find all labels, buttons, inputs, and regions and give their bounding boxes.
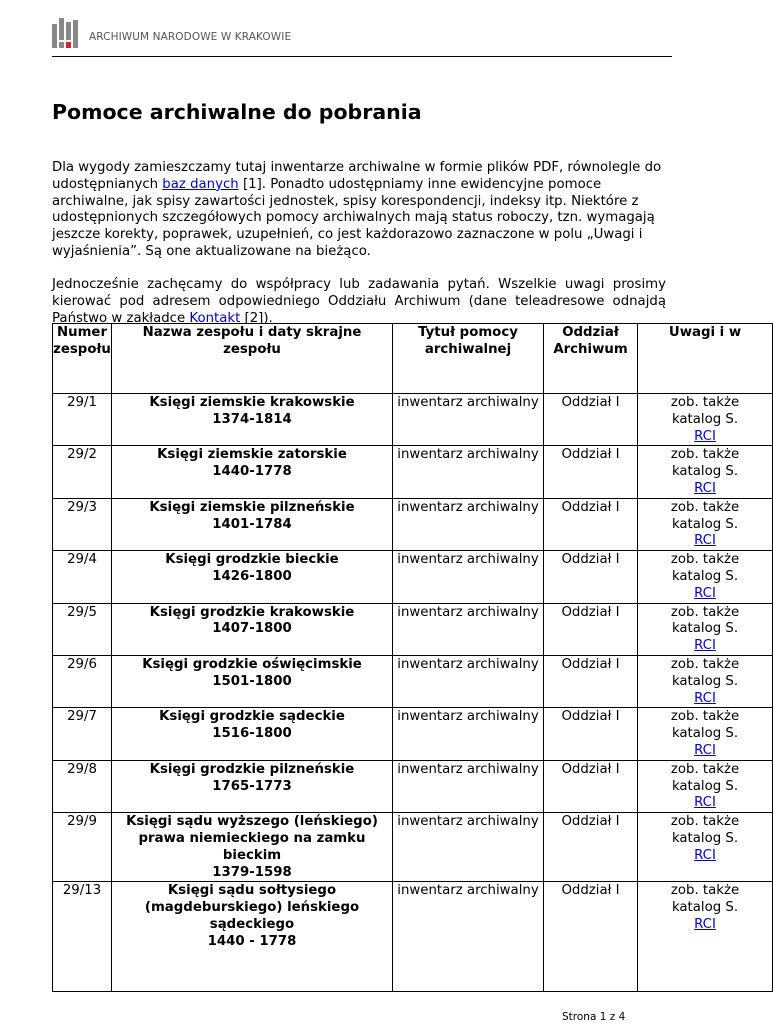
fond-dates: 1501-1800 (212, 673, 292, 689)
aid-title: inwentarz archiwalny (397, 395, 539, 410)
rci-link[interactable]: RCI (694, 480, 716, 496)
table-row (53, 446, 773, 498)
aid-title: inwentarz archiwalny (397, 814, 539, 830)
table-row (53, 760, 773, 812)
department: Oddział I (561, 814, 620, 830)
notes-line: katalog S. (671, 568, 739, 584)
department: Oddział I (561, 604, 620, 620)
rci-link[interactable]: RCI (694, 585, 716, 601)
cell-notes (638, 551, 773, 603)
rci-link[interactable]: RCI (694, 795, 716, 811)
department: Oddział I (561, 395, 620, 410)
aid-title: inwentarz archiwalny (397, 604, 539, 620)
rci-link[interactable]: RCI (694, 638, 716, 654)
page-title: Pomoce archiwalne do pobrania (52, 100, 422, 124)
fond-name: Księgi ziemskie krakowskie (149, 395, 355, 410)
intro-text: [1]. Ponadto udostępniamy inne ewidencyjne pomoce archiwalne, jak spisy zawartości jednostek, spisy korespondencji, indeksy itp. Niektóre z udostępnionych szczegółowych pomocy archiwalnych mają status roboczy, tzn. wymagają jeszcze korekty, poprawek, uzupełnień, co jest każdorazowo zaznaczone w polu „Uwagi i wyjaśnienia”. Są one aktualizowane na bieżąco. (52, 176, 655, 259)
cell-number (53, 708, 112, 760)
aid-title: inwentarz archiwalny (397, 552, 539, 568)
fond-number: 29/2 (67, 447, 97, 463)
notes-line: zob. także (670, 761, 740, 777)
cell-notes (638, 882, 773, 992)
cell-notes (638, 760, 773, 812)
fond-number: 29/3 (67, 499, 97, 515)
notes-line: katalog S. (671, 411, 739, 427)
notes-line: katalog S. (671, 464, 739, 480)
header-title: Tytuł pomocy archiwalnej (393, 324, 544, 394)
cell-name (112, 498, 393, 550)
intro-text: [2]). (240, 310, 273, 326)
notes-line: zob. także (670, 814, 740, 830)
cell-notes (638, 813, 773, 882)
header-notes: Uwagi i w (638, 324, 773, 394)
fond-dates: 1440 - 1778 (207, 933, 297, 949)
fond-dates: 1426-1800 (212, 568, 292, 584)
notes-line: katalog S. (671, 621, 739, 637)
fond-name: Księgi grodzkie pilzneńskie (149, 761, 355, 777)
cell-number (53, 551, 112, 603)
table-row (53, 603, 773, 655)
cell-name (112, 551, 393, 603)
cell-name (112, 655, 393, 707)
archival-aids-table (52, 323, 773, 992)
cell-title (393, 446, 544, 498)
cell-name (112, 760, 393, 812)
archive-logo-icon (52, 18, 78, 50)
cell-number (53, 394, 112, 446)
cell-department (544, 498, 638, 550)
fond-number: 29/9 (67, 814, 97, 830)
header-number: Numer zespołu (53, 324, 112, 394)
intro-text: Jednocześnie zachęcamy do współpracy lub zadawania pytań. Wszelkie uwagi prosimy kierować pod adresem odpowiedniego Oddziału Archiwum (dane teleadresowe odnajdą Państwo w zakładce (52, 277, 666, 326)
cell-number (53, 813, 112, 882)
rci-link[interactable]: RCI (694, 847, 716, 863)
cell-number (53, 603, 112, 655)
notes-line: katalog S. (671, 830, 739, 846)
cell-name (112, 446, 393, 498)
notes-line: katalog S. (671, 673, 739, 689)
cell-title (393, 551, 544, 603)
cell-department (544, 446, 638, 498)
fond-dates: 1379-1598 (212, 864, 292, 880)
databases-link[interactable]: baz danych (162, 176, 239, 192)
cell-name (112, 708, 393, 760)
aid-title: inwentarz archiwalny (397, 447, 539, 463)
cell-name (112, 813, 393, 882)
header-department: Oddział Archiwum (544, 324, 638, 394)
cell-title (393, 394, 544, 446)
notes-line: zob. także (670, 604, 740, 620)
department: Oddział I (561, 447, 620, 463)
fond-number: 29/8 (67, 761, 97, 777)
notes-line: katalog S. (671, 900, 739, 916)
fond-dates: 1407-1800 (212, 621, 292, 637)
fond-name: Księgi ziemskie zatorskie (157, 447, 347, 463)
cell-title (393, 603, 544, 655)
org-name: ARCHIWUM NARODOWE W KRAKOWIE (89, 31, 292, 43)
cell-notes (638, 603, 773, 655)
fond-name: Księgi grodzkie oświęcimskie (142, 656, 362, 672)
cell-notes (638, 498, 773, 550)
fond-name: Księgi sądu wyższego (leńskiego) prawa niemieckiego na zamku bieckim (126, 814, 378, 863)
table-body (53, 394, 773, 992)
aid-title: inwentarz archiwalny (397, 499, 539, 515)
cell-title (393, 655, 544, 707)
department: Oddział I (561, 883, 620, 899)
cell-title (393, 882, 544, 992)
cell-number (53, 882, 112, 992)
table-header-row (53, 324, 773, 394)
cell-title (393, 708, 544, 760)
rci-link[interactable]: RCI (694, 533, 716, 549)
cell-department (544, 551, 638, 603)
fond-name: Księgi grodzkie bieckie (165, 552, 339, 568)
aid-title: inwentarz archiwalny (397, 709, 539, 725)
aid-title: inwentarz archiwalny (397, 761, 539, 777)
aid-title: inwentarz archiwalny (397, 883, 539, 899)
cell-number (53, 446, 112, 498)
cell-notes (638, 446, 773, 498)
department: Oddział I (561, 709, 620, 725)
fond-number: 29/6 (67, 656, 97, 672)
fond-number: 29/13 (62, 883, 102, 899)
intro-paragraph-1 (52, 160, 666, 261)
fond-dates: 1765-1773 (212, 778, 292, 794)
cell-department (544, 655, 638, 707)
notes-line: zob. także (670, 447, 740, 463)
notes-line: zob. także (670, 499, 740, 515)
table-row (53, 498, 773, 550)
department: Oddział I (561, 552, 620, 568)
notes-line: zob. także (670, 552, 740, 568)
department: Oddział I (561, 656, 620, 672)
table-row (53, 882, 773, 992)
cell-notes (638, 394, 773, 446)
fond-name: Księgi grodzkie sądeckie (159, 709, 345, 725)
cell-title (393, 813, 544, 882)
intro-text: Dla wygody zamieszczamy tutaj inwentarze archiwalne w formie plików PDF, równolegle do udostępnianych (52, 160, 662, 192)
cell-department (544, 708, 638, 760)
cell-notes (638, 708, 773, 760)
rci-link[interactable]: RCI (694, 916, 716, 932)
notes-line: katalog S. (671, 726, 739, 742)
fond-number: 29/7 (67, 709, 97, 725)
department: Oddział I (561, 499, 620, 515)
cell-department (544, 813, 638, 882)
table-row (53, 394, 773, 446)
header-name: Nazwa zespołu i daty skrajne zespołu (112, 324, 393, 394)
cell-number (53, 655, 112, 707)
page-number: Strona 1 z 4 (562, 1011, 626, 1023)
cell-number (53, 498, 112, 550)
contact-link[interactable]: Kontakt (189, 310, 241, 326)
cell-name (112, 394, 393, 446)
cell-department (544, 394, 638, 446)
table-row (53, 708, 773, 760)
cell-title (393, 498, 544, 550)
notes-line: katalog S. (671, 778, 739, 794)
fond-number: 29/5 (67, 604, 97, 620)
rci-link[interactable]: RCI (694, 742, 716, 758)
table-row (53, 551, 773, 603)
cell-department (544, 882, 638, 992)
cell-name (112, 882, 393, 992)
cell-department (544, 760, 638, 812)
intro-paragraph-2 (52, 277, 666, 327)
aid-title: inwentarz archiwalny (397, 656, 539, 672)
fond-name: Księgi ziemskie pilzneńskie (149, 499, 355, 515)
fond-dates: 1516-1800 (212, 726, 292, 742)
fond-dates: 1401-1784 (212, 516, 292, 532)
fond-dates: 1374-1814 (212, 411, 292, 427)
department: Oddział I (561, 761, 620, 777)
cell-notes (638, 655, 773, 707)
notes-line: zob. także (670, 656, 740, 672)
notes-line: katalog S. (671, 516, 739, 532)
table-row (53, 655, 773, 707)
fond-number: 29/4 (67, 552, 97, 568)
rci-link[interactable]: RCI (694, 428, 716, 444)
notes-line: zob. także (670, 395, 740, 410)
fond-number: 29/1 (67, 395, 97, 410)
cell-title (393, 760, 544, 812)
notes-line: zob. także (670, 709, 740, 725)
fond-name: Księgi grodzkie krakowskie (149, 604, 355, 620)
fond-name: Księgi sądu sołtysiego (magdeburskiego) leńskiego sądeckiego (144, 883, 360, 932)
cell-number (53, 760, 112, 812)
fond-dates: 1440-1778 (212, 464, 292, 480)
page-header (52, 18, 672, 57)
rci-link[interactable]: RCI (694, 690, 716, 706)
cell-department (544, 603, 638, 655)
cell-name (112, 603, 393, 655)
table-row (53, 813, 773, 882)
archival-aids-table-wrapper (52, 323, 742, 973)
notes-line: zob. także (670, 883, 740, 899)
